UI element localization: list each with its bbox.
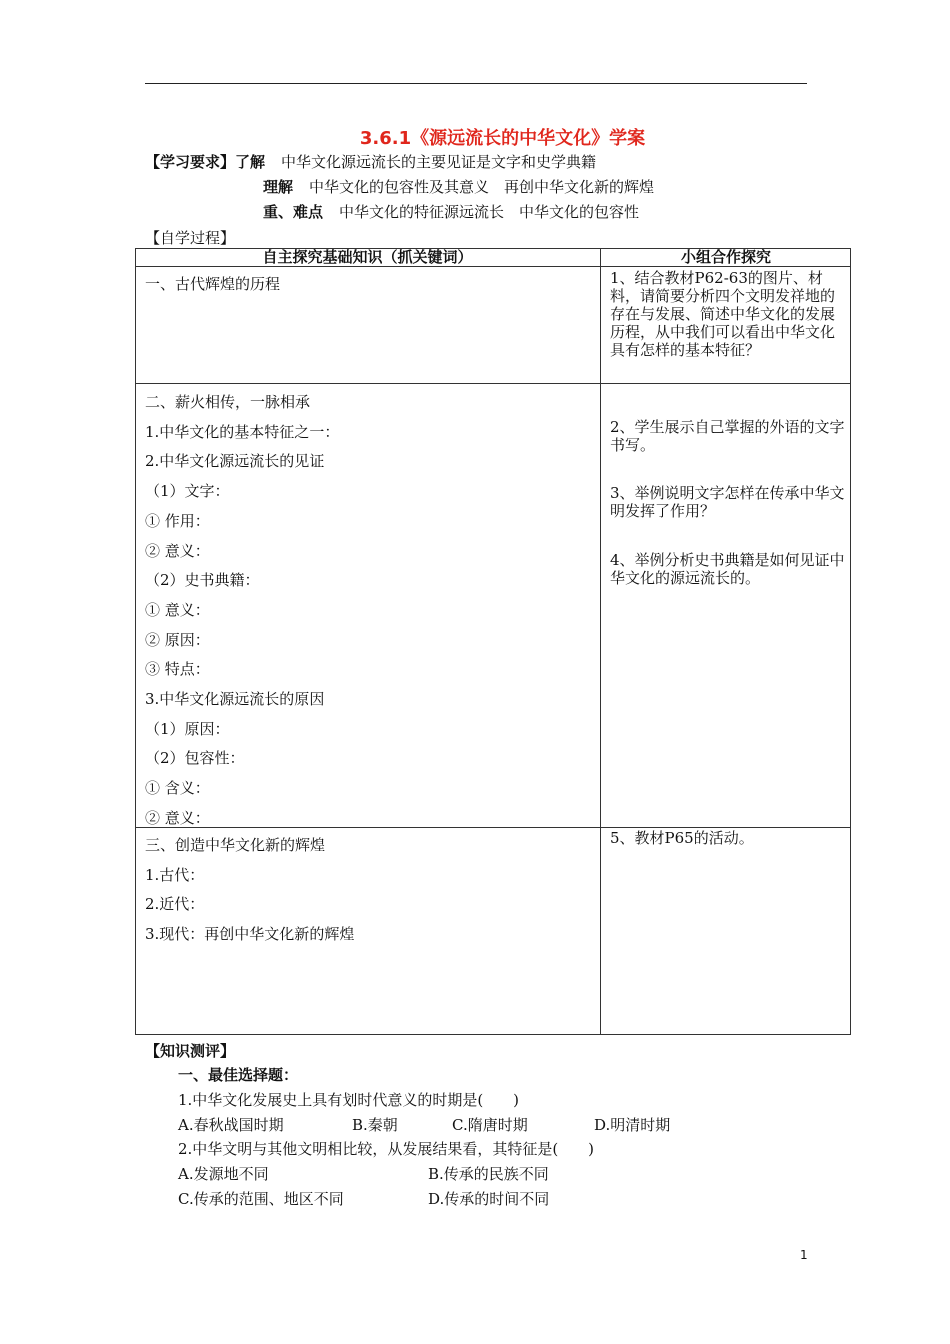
header-rule <box>145 83 807 84</box>
table-header-left: 自主探究基础知识（抓关键词） <box>262 248 473 266</box>
section2-line: （2）史书典籍： <box>145 571 260 590</box>
section2-left <box>145 388 339 834</box>
section3-line: 1.古代： <box>145 865 205 884</box>
comprehend-label: 理解 <box>263 178 294 196</box>
section2-line: 二、薪火相传，一脉相承 <box>145 393 311 411</box>
section2-line: 2.中华文化源远流长的见证 <box>145 452 325 471</box>
q1-option-b: B.秦朝 <box>352 1116 398 1134</box>
group-question-4: 4、举例分析史书典籍是如何见证中华文化的源远流长的。 <box>610 551 845 587</box>
table-column-divider <box>600 248 601 1035</box>
understand-text: 中华文化源远流长的主要见证是文字和史学典籍 <box>281 153 597 171</box>
requirements-row-key <box>263 201 639 222</box>
key-label: 重、难点 <box>263 203 324 221</box>
group-question-3: 3、举例说明文字怎样在传承中华文明发挥了作用？ <box>610 484 845 520</box>
section2-line: （1）原因： <box>145 719 230 738</box>
section2-line: ② 意义： <box>145 808 210 827</box>
section2-line: ① 意义： <box>145 600 210 619</box>
group-question-5: 5、教材P65的活动。 <box>610 829 754 847</box>
section2-line: ② 原因： <box>145 630 210 649</box>
section3-line: 2.近代： <box>145 895 205 914</box>
section1-line: 一、古代辉煌的历程 <box>145 275 281 293</box>
section2-line: ① 作用： <box>145 511 210 530</box>
q1-stem: 1.中华文化发展史上具有划时代意义的时期是( ) <box>178 1091 520 1109</box>
section1-right <box>610 269 846 359</box>
section2-line: ① 含义： <box>145 779 210 798</box>
page-number: 1 <box>800 1248 808 1262</box>
section2-line: ③ 特点： <box>145 660 210 679</box>
section3-line: 3.现代：再创中华文化新的辉煌 <box>145 925 355 944</box>
q1-option-a: A.春秋战国时期 <box>178 1116 284 1134</box>
section2-line: 3.中华文化源远流长的原因 <box>145 690 325 709</box>
understand-label: 了解 <box>235 153 266 171</box>
q2-option-a: A.发源地不同 <box>178 1165 269 1183</box>
section3-line: 三、创造中华文化新的辉煌 <box>145 836 326 854</box>
table-row-divider-1 <box>135 383 851 384</box>
section2-line: ② 意义： <box>145 541 210 560</box>
requirements-label: 【学习要求】 <box>145 153 236 171</box>
quiz-label: 【知识测评】 <box>145 1042 236 1060</box>
section1-left <box>145 270 280 300</box>
group-question-2: 2、学生展示自己掌握的外语的文字书写。 <box>610 418 845 454</box>
quiz-section-title: 一、最佳选择题： <box>178 1066 299 1084</box>
q1-option-c: C.隋唐时期 <box>452 1116 528 1134</box>
q2-option-c: C.传承的范围、地区不同 <box>178 1190 344 1208</box>
q2-option-b: B.传承的民族不同 <box>428 1165 549 1183</box>
section2-line: （2）包容性： <box>145 749 245 768</box>
requirements-row-comprehend <box>263 176 654 197</box>
table-header-right: 小组合作探究 <box>680 248 771 266</box>
q1-option-d: D.明清时期 <box>594 1116 671 1134</box>
self-study-label: 【自学过程】 <box>145 229 236 247</box>
table-header-divider <box>135 266 851 267</box>
section2-line: （1）文字： <box>145 482 230 501</box>
section3-left <box>145 831 354 950</box>
group-question-1: 1、结合教材P62-63的图片、材料，请简要分析四个文明发祥地的存在与发展、简述中华文化的发展历程，从中我们可以看出中华文化具有怎样的基本特征？ <box>610 269 836 359</box>
q2-option-d: D.传承的时间不同 <box>428 1190 550 1208</box>
section2-line: 1.中华文化的基本特征之一： <box>145 422 340 441</box>
requirements-row-understand <box>145 151 596 172</box>
comprehend-text: 中华文化的包容性及其意义 再创中华文化新的辉煌 <box>309 178 655 196</box>
q2-stem: 2.中华文明与其他文明相比较，从发展结果看，其特征是( ) <box>178 1140 595 1158</box>
document-title: 3.6.1《源远流长的中华文化》学案 <box>359 128 646 149</box>
key-text: 中华文化的特征源远流长 中华文化的包容性 <box>339 203 640 221</box>
